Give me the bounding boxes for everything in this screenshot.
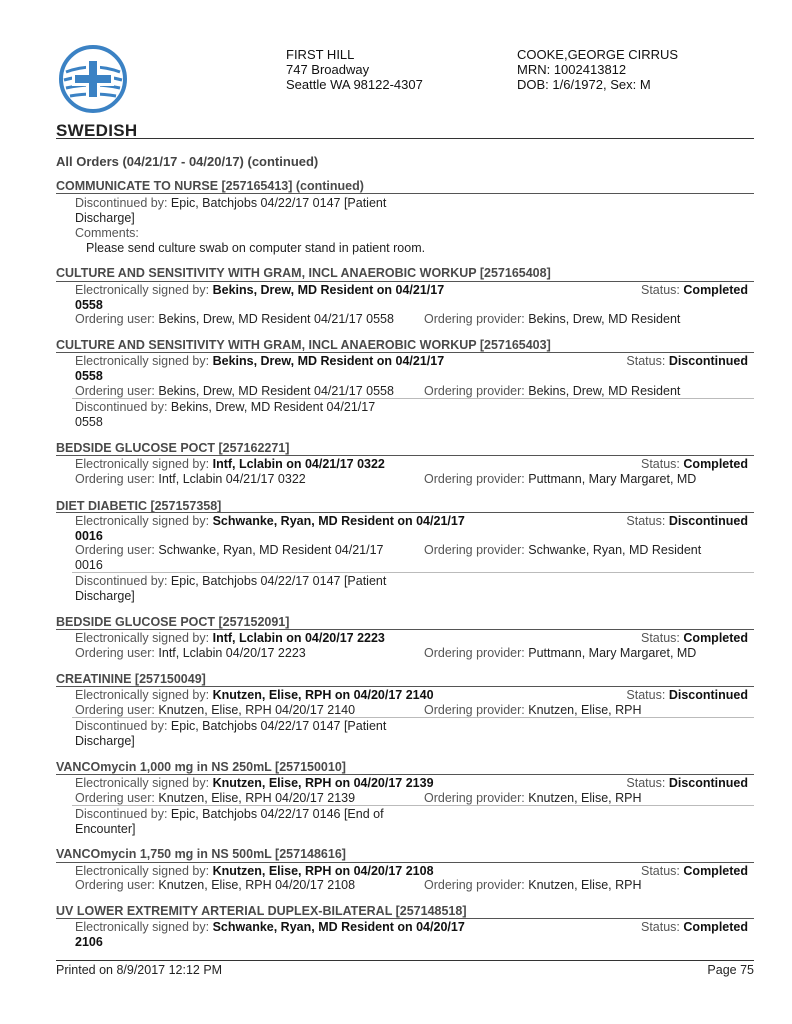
esign-row — [75, 776, 434, 791]
ordering-provider-row — [424, 703, 641, 718]
esign-row — [75, 354, 444, 369]
oprov-label: Ordering provider: — [424, 543, 525, 557]
oprov-label: Ordering provider: — [424, 878, 525, 892]
section-rule — [56, 918, 754, 919]
ordering-provider-row — [424, 646, 696, 661]
status-label: Status: — [626, 776, 666, 790]
ouser-label: Ordering user: — [75, 878, 155, 892]
disc-label: Discontinued by: — [75, 719, 168, 733]
oprov-label: Ordering provider: — [424, 703, 525, 717]
disc-value-cont: Discharge] — [75, 211, 135, 225]
status-badge — [626, 354, 748, 368]
ordering-user-row — [75, 384, 394, 399]
disc-value-cont: 0558 — [75, 415, 103, 429]
disc-value-cont: Discharge] — [75, 734, 135, 748]
discontinued-row — [75, 807, 384, 822]
ordering-provider-row — [424, 878, 641, 893]
ouser-label: Ordering user: — [75, 472, 155, 486]
esign-label: Electronically signed by: — [75, 864, 210, 878]
disc-value-cont: Discharge] — [75, 589, 135, 603]
order-title: DIET DIABETIC [257157358] — [56, 499, 222, 513]
esign-label: Electronically signed by: — [75, 457, 210, 471]
status-label: Status: — [641, 920, 680, 934]
ouser-value: Knutzen, Elise, RPH 04/20/17 2139 — [158, 791, 356, 805]
ordering-provider-row — [424, 384, 680, 399]
status-value: Completed — [683, 283, 748, 297]
discontinued-row — [75, 196, 386, 211]
facility-city: Seattle WA 98122-4307 — [286, 77, 423, 92]
esign-value: Intf, Lclabin on 04/20/17 2223 — [212, 631, 385, 645]
status-value: Completed — [683, 457, 748, 471]
oprov-label: Ordering provider: — [424, 384, 525, 398]
footer-rule — [56, 960, 754, 961]
esign-label: Electronically signed by: — [75, 354, 210, 368]
ouser-value-cont: 0016 — [75, 558, 103, 572]
order-title: BEDSIDE GLUCOSE POCT [257152091] — [56, 615, 290, 629]
section-rule — [56, 774, 754, 775]
row-divider — [72, 717, 754, 718]
ordering-user-row — [75, 791, 355, 806]
ordering-provider-row — [424, 472, 696, 487]
ouser-label: Ordering user: — [75, 543, 155, 557]
row-divider — [72, 398, 754, 399]
ordering-provider-row — [424, 543, 701, 558]
page-number: Page 75 — [707, 963, 754, 977]
oprov-value: Knutzen, Elise, RPH — [528, 703, 642, 717]
status-label: Status: — [641, 864, 680, 878]
facility-street: 747 Broadway — [286, 62, 370, 77]
oprov-label: Ordering provider: — [424, 472, 525, 486]
status-label: Status: — [641, 631, 680, 645]
disc-label: Discontinued by: — [75, 400, 168, 414]
order-title: CULTURE AND SENSITIVITY WITH GRAM, INCL ANAEROBIC WORKUP [257165403] — [56, 338, 551, 352]
section-rule — [56, 281, 754, 282]
esign-label: Electronically signed by: — [75, 631, 210, 645]
discontinued-row — [75, 400, 375, 415]
oprov-value: Puttmann, Mary Margaret, MD — [528, 472, 697, 486]
ouser-label: Ordering user: — [75, 646, 155, 660]
disc-value: Epic, Batchjobs 04/22/17 0147 [Patient — [170, 196, 387, 210]
section-rule — [56, 455, 754, 456]
disc-value: Bekins, Drew, MD Resident 04/21/17 — [170, 400, 376, 414]
esign-row — [75, 864, 434, 879]
order-title: UV LOWER EXTREMITY ARTERIAL DUPLEX-BILATERAL [257148518] — [56, 904, 467, 918]
esign-value: Intf, Lclabin on 04/21/17 0322 — [212, 457, 385, 471]
row-divider — [72, 805, 754, 806]
esign-value-cont: 0016 — [75, 529, 103, 543]
esign-value-cont: 0558 — [75, 298, 103, 312]
disc-value: Epic, Batchjobs 04/22/17 0147 [Patient — [170, 574, 387, 588]
esign-value: Knutzen, Elise, RPH on 04/20/17 2108 — [212, 864, 434, 878]
discontinued-row — [75, 719, 386, 734]
oprov-value: Knutzen, Elise, RPH — [528, 791, 642, 805]
esign-label: Electronically signed by: — [75, 514, 210, 528]
section-rule — [56, 862, 754, 863]
status-value: Discontinued — [668, 514, 748, 528]
patient-name: COOKE,GEORGE CIRRUS — [517, 47, 679, 62]
esign-value: Schwanke, Ryan, MD Resident on 04/21/17 — [212, 514, 465, 528]
ordering-user-row — [75, 878, 355, 893]
esign-value-cont: 2106 — [75, 935, 103, 949]
brand-name: SWEDISH — [56, 121, 138, 140]
ouser-label: Ordering user: — [75, 791, 155, 805]
patient-info — [517, 47, 678, 92]
swedish-logo-icon — [58, 44, 128, 114]
esign-row — [75, 920, 465, 935]
status-badge — [641, 631, 748, 645]
disc-label: Discontinued by: — [75, 807, 168, 821]
order-title: VANCOmycin 1,000 mg in NS 250mL [257150010] — [56, 760, 346, 774]
ouser-label: Ordering user: — [75, 384, 155, 398]
esign-value: Schwanke, Ryan, MD Resident on 04/20/17 — [212, 920, 465, 934]
printed-date: Printed on 8/9/2017 12:12 PM — [56, 963, 223, 977]
status-badge — [626, 688, 748, 702]
status-value: Completed — [683, 864, 748, 878]
status-label: Status: — [641, 283, 680, 297]
oprov-value: Bekins, Drew, MD Resident — [528, 384, 681, 398]
status-label: Status: — [626, 354, 666, 368]
esign-label: Electronically signed by: — [75, 283, 210, 297]
esign-label: Electronically signed by: — [75, 776, 210, 790]
esign-row — [75, 457, 385, 472]
oprov-value: Bekins, Drew, MD Resident — [528, 312, 681, 326]
section-rule — [56, 193, 754, 194]
esign-value-cont: 0558 — [75, 369, 103, 383]
esign-value: Bekins, Drew, MD Resident on 04/21/17 — [212, 283, 445, 297]
status-value: Discontinued — [668, 688, 748, 702]
section-rule — [56, 686, 754, 687]
oprov-label: Ordering provider: — [424, 791, 525, 805]
esign-value: Bekins, Drew, MD Resident on 04/21/17 — [212, 354, 445, 368]
ouser-value: Bekins, Drew, MD Resident 04/21/17 0558 — [158, 384, 394, 398]
esign-row — [75, 688, 434, 703]
section-rule — [56, 629, 754, 630]
order-title: VANCOmycin 1,750 mg in NS 500mL [257148616] — [56, 847, 346, 861]
comment-text: Please send culture swab on computer stand in patient room. — [86, 241, 426, 255]
page-heading: All Orders (04/21/17 - 04/20/17) (continued) — [56, 154, 319, 169]
ordering-provider-row — [424, 312, 680, 327]
ordering-user-row — [75, 472, 306, 487]
esign-value: Knutzen, Elise, RPH on 04/20/17 2140 — [212, 688, 434, 702]
status-label: Status: — [641, 457, 680, 471]
status-badge — [641, 283, 748, 297]
ordering-user-row — [75, 703, 355, 718]
comments-label: Comments: — [75, 226, 139, 240]
disc-value: Epic, Batchjobs 04/22/17 0147 [Patient — [170, 719, 387, 733]
ouser-label: Ordering user: — [75, 703, 155, 717]
status-badge — [626, 514, 748, 528]
ordering-user-row — [75, 543, 384, 558]
section-rule — [56, 352, 754, 353]
status-badge — [641, 864, 748, 878]
facility-name: FIRST HILL — [286, 47, 355, 62]
ouser-label: Ordering user: — [75, 312, 155, 326]
header-rule — [56, 138, 754, 139]
disc-label: Discontinued by: — [75, 196, 168, 210]
status-label: Status: — [626, 514, 666, 528]
esign-label: Electronically signed by: — [75, 920, 210, 934]
disc-value-cont: Encounter] — [75, 822, 136, 836]
status-badge — [641, 457, 748, 471]
patient-dob: DOB: 1/6/1972, Sex: M — [517, 77, 651, 92]
disc-label: Discontinued by: — [75, 574, 168, 588]
esign-row — [75, 631, 385, 646]
order-title: CREATININE [257150049] — [56, 672, 206, 686]
status-value: Discontinued — [668, 354, 748, 368]
ordering-user-row — [75, 646, 306, 661]
ouser-value: Knutzen, Elise, RPH 04/20/17 2108 — [158, 878, 356, 892]
esign-row — [75, 514, 465, 529]
status-value: Completed — [683, 920, 748, 934]
order-title: BEDSIDE GLUCOSE POCT [257162271] — [56, 441, 290, 455]
order-title: COMMUNICATE TO NURSE [257165413] (continued) — [56, 179, 364, 193]
discontinued-row — [75, 574, 386, 589]
oprov-label: Ordering provider: — [424, 646, 525, 660]
ouser-value: Knutzen, Elise, RPH 04/20/17 2140 — [158, 703, 356, 717]
oprov-value: Schwanke, Ryan, MD Resident — [528, 543, 702, 557]
facility-address — [286, 47, 423, 92]
row-divider — [72, 572, 754, 573]
ouser-value: Intf, Lclabin 04/21/17 0322 — [158, 472, 306, 486]
ordering-user-row — [75, 312, 394, 327]
esign-label: Electronically signed by: — [75, 688, 210, 702]
ouser-value: Bekins, Drew, MD Resident 04/21/17 0558 — [158, 312, 394, 326]
oprov-value: Knutzen, Elise, RPH — [528, 878, 642, 892]
ouser-value: Intf, Lclabin 04/20/17 2223 — [158, 646, 306, 660]
ouser-value: Schwanke, Ryan, MD Resident 04/21/17 — [158, 543, 384, 557]
order-title: CULTURE AND SENSITIVITY WITH GRAM, INCL ANAEROBIC WORKUP [257165408] — [56, 266, 551, 280]
disc-value: Epic, Batchjobs 04/22/17 0146 [End of — [170, 807, 384, 821]
status-label: Status: — [626, 688, 666, 702]
section-rule — [56, 512, 754, 513]
patient-mrn: MRN: 1002413812 — [517, 62, 627, 77]
status-badge — [641, 920, 748, 934]
status-value: Discontinued — [668, 776, 748, 790]
esign-row — [75, 283, 444, 298]
status-badge — [626, 776, 748, 790]
oprov-label: Ordering provider: — [424, 312, 525, 326]
status-value: Completed — [683, 631, 748, 645]
oprov-value: Puttmann, Mary Margaret, MD — [528, 646, 697, 660]
esign-value: Knutzen, Elise, RPH on 04/20/17 2139 — [212, 776, 434, 790]
ordering-provider-row — [424, 791, 641, 806]
